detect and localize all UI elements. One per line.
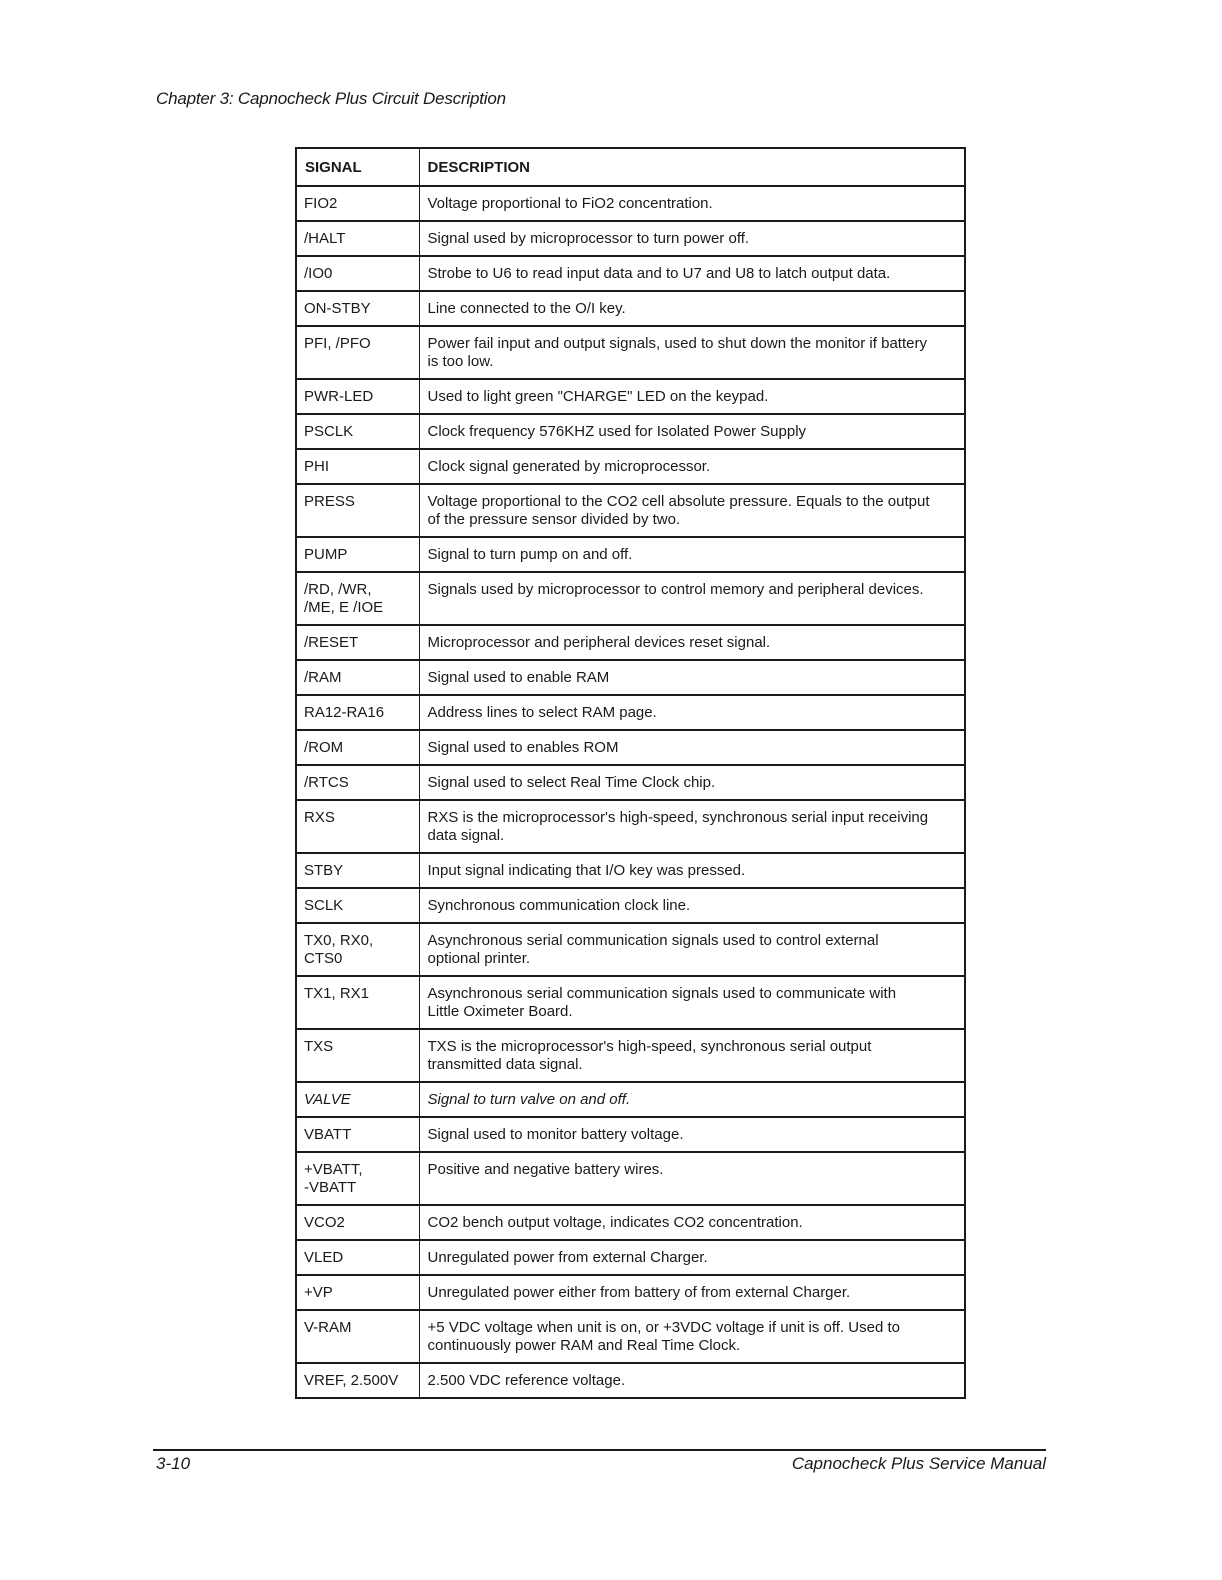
table-row	[296, 186, 965, 221]
signal-cell: VBATT	[296, 1117, 419, 1152]
signal-cell: SCLK	[296, 888, 419, 923]
signal-cell: VREF, 2.500V	[296, 1363, 419, 1398]
table-row	[296, 888, 965, 923]
signal-cell: PUMP	[296, 537, 419, 572]
description-cell: Voltage proportional to the CO2 cell absolute pressure. Equals to the output of the pressure sensor divided by two.	[419, 484, 965, 537]
table-row	[296, 1152, 965, 1205]
table-body	[296, 186, 965, 1398]
description-cell: Unregulated power either from battery of from external Charger.	[419, 1275, 965, 1310]
description-cell: Voltage proportional to FiO2 concentration.	[419, 186, 965, 221]
signal-cell: RXS	[296, 800, 419, 853]
description-cell: Positive and negative battery wires.	[419, 1152, 965, 1205]
table-row	[296, 1117, 965, 1152]
table-row	[296, 1275, 965, 1310]
description-cell: Line connected to the O/I key.	[419, 291, 965, 326]
description-cell: Input signal indicating that I/O key was pressed.	[419, 853, 965, 888]
description-cell: Asynchronous serial communication signals used to communicate with Little Oximeter Board.	[419, 976, 965, 1029]
table-row	[296, 256, 965, 291]
signal-cell: V-RAM	[296, 1310, 419, 1363]
table-row	[296, 1310, 965, 1363]
description-cell: Used to light green "CHARGE" LED on the keypad.	[419, 379, 965, 414]
table-header-row	[296, 148, 965, 186]
table-row	[296, 1082, 965, 1117]
signal-cell: TX1, RX1	[296, 976, 419, 1029]
table-row	[296, 730, 965, 765]
table-row	[296, 765, 965, 800]
signal-cell: ON-STBY	[296, 291, 419, 326]
signal-cell: TXS	[296, 1029, 419, 1082]
signal-cell: /ROM	[296, 730, 419, 765]
signal-cell: /HALT	[296, 221, 419, 256]
table-row	[296, 484, 965, 537]
table-row	[296, 976, 965, 1029]
signal-cell: PHI	[296, 449, 419, 484]
description-cell: Signal to turn pump on and off.	[419, 537, 965, 572]
table-row	[296, 537, 965, 572]
description-cell: Address lines to select RAM page.	[419, 695, 965, 730]
description-cell: Asynchronous serial communication signals used to control external optional printer.	[419, 923, 965, 976]
table-row	[296, 660, 965, 695]
description-cell: Signal used to select Real Time Clock chip.	[419, 765, 965, 800]
table-row	[296, 1240, 965, 1275]
description-cell: Signal used to monitor battery voltage.	[419, 1117, 965, 1152]
table-row	[296, 1029, 965, 1082]
description-cell: Signal used by microprocessor to turn power off.	[419, 221, 965, 256]
signal-cell: /IO0	[296, 256, 419, 291]
signal-description-table	[295, 147, 966, 1399]
signal-cell: PFI, /PFO	[296, 326, 419, 379]
table-row	[296, 572, 965, 625]
description-cell: Signal used to enable RAM	[419, 660, 965, 695]
column-header-signal: SIGNAL	[296, 148, 419, 186]
signal-cell: PWR-LED	[296, 379, 419, 414]
description-cell: Power fail input and output signals, used to shut down the monitor if battery is too low.	[419, 326, 965, 379]
description-cell: TXS is the microprocessor's high-speed, synchronous serial output transmitted data signal.	[419, 1029, 965, 1082]
signal-cell: PRESS	[296, 484, 419, 537]
signal-cell: +VP	[296, 1275, 419, 1310]
signal-cell: PSCLK	[296, 414, 419, 449]
signal-cell: /RESET	[296, 625, 419, 660]
chapter-title: Chapter 3: Capnocheck Plus Circuit Description	[156, 89, 506, 108]
description-cell: Synchronous communication clock line.	[419, 888, 965, 923]
signal-cell: STBY	[296, 853, 419, 888]
footer-divider	[153, 1449, 1046, 1451]
description-cell: Signals used by microprocessor to control memory and peripheral devices.	[419, 572, 965, 625]
description-cell: Clock frequency 576KHZ used for Isolated Power Supply	[419, 414, 965, 449]
table-row	[296, 853, 965, 888]
signal-cell: /RAM	[296, 660, 419, 695]
table-row	[296, 291, 965, 326]
table-row	[296, 923, 965, 976]
table-row	[296, 449, 965, 484]
column-header-description: DESCRIPTION	[419, 148, 965, 186]
description-cell: 2.500 VDC reference voltage.	[419, 1363, 965, 1398]
manual-title: Capnocheck Plus Service Manual	[791, 1454, 1046, 1473]
table-row	[296, 414, 965, 449]
signal-cell: VALVE	[296, 1082, 419, 1117]
description-cell: Signal to turn valve on and off.	[419, 1082, 965, 1117]
signal-cell: +VBATT, -VBATT	[296, 1152, 419, 1205]
description-cell: RXS is the microprocessor's high-speed, synchronous serial input receiving data signal.	[419, 800, 965, 853]
signal-cell: VLED	[296, 1240, 419, 1275]
table-row	[296, 1205, 965, 1240]
description-cell: Unregulated power from external Charger.	[419, 1240, 965, 1275]
table-row	[296, 379, 965, 414]
table-row	[296, 326, 965, 379]
description-cell: +5 VDC voltage when unit is on, or +3VDC voltage if unit is off. Used to continuously power RAM and Real Time Clock.	[419, 1310, 965, 1363]
signal-cell: /RTCS	[296, 765, 419, 800]
signal-cell: FIO2	[296, 186, 419, 221]
description-cell: Strobe to U6 to read input data and to U7 and U8 to latch output data.	[419, 256, 965, 291]
table-row	[296, 1363, 965, 1398]
signal-cell: RA12-RA16	[296, 695, 419, 730]
signal-cell: VCO2	[296, 1205, 419, 1240]
table-row	[296, 625, 965, 660]
description-cell: Clock signal generated by microprocessor.	[419, 449, 965, 484]
description-cell: Microprocessor and peripheral devices reset signal.	[419, 625, 965, 660]
description-cell: CO2 bench output voltage, indicates CO2 concentration.	[419, 1205, 965, 1240]
signal-cell: TX0, RX0, CTS0	[296, 923, 419, 976]
table-row	[296, 695, 965, 730]
table-row	[296, 800, 965, 853]
page-number: 3-10	[156, 1454, 191, 1473]
description-cell: Signal used to enables ROM	[419, 730, 965, 765]
table-row	[296, 221, 965, 256]
signal-cell: /RD, /WR, /ME, E /IOE	[296, 572, 419, 625]
